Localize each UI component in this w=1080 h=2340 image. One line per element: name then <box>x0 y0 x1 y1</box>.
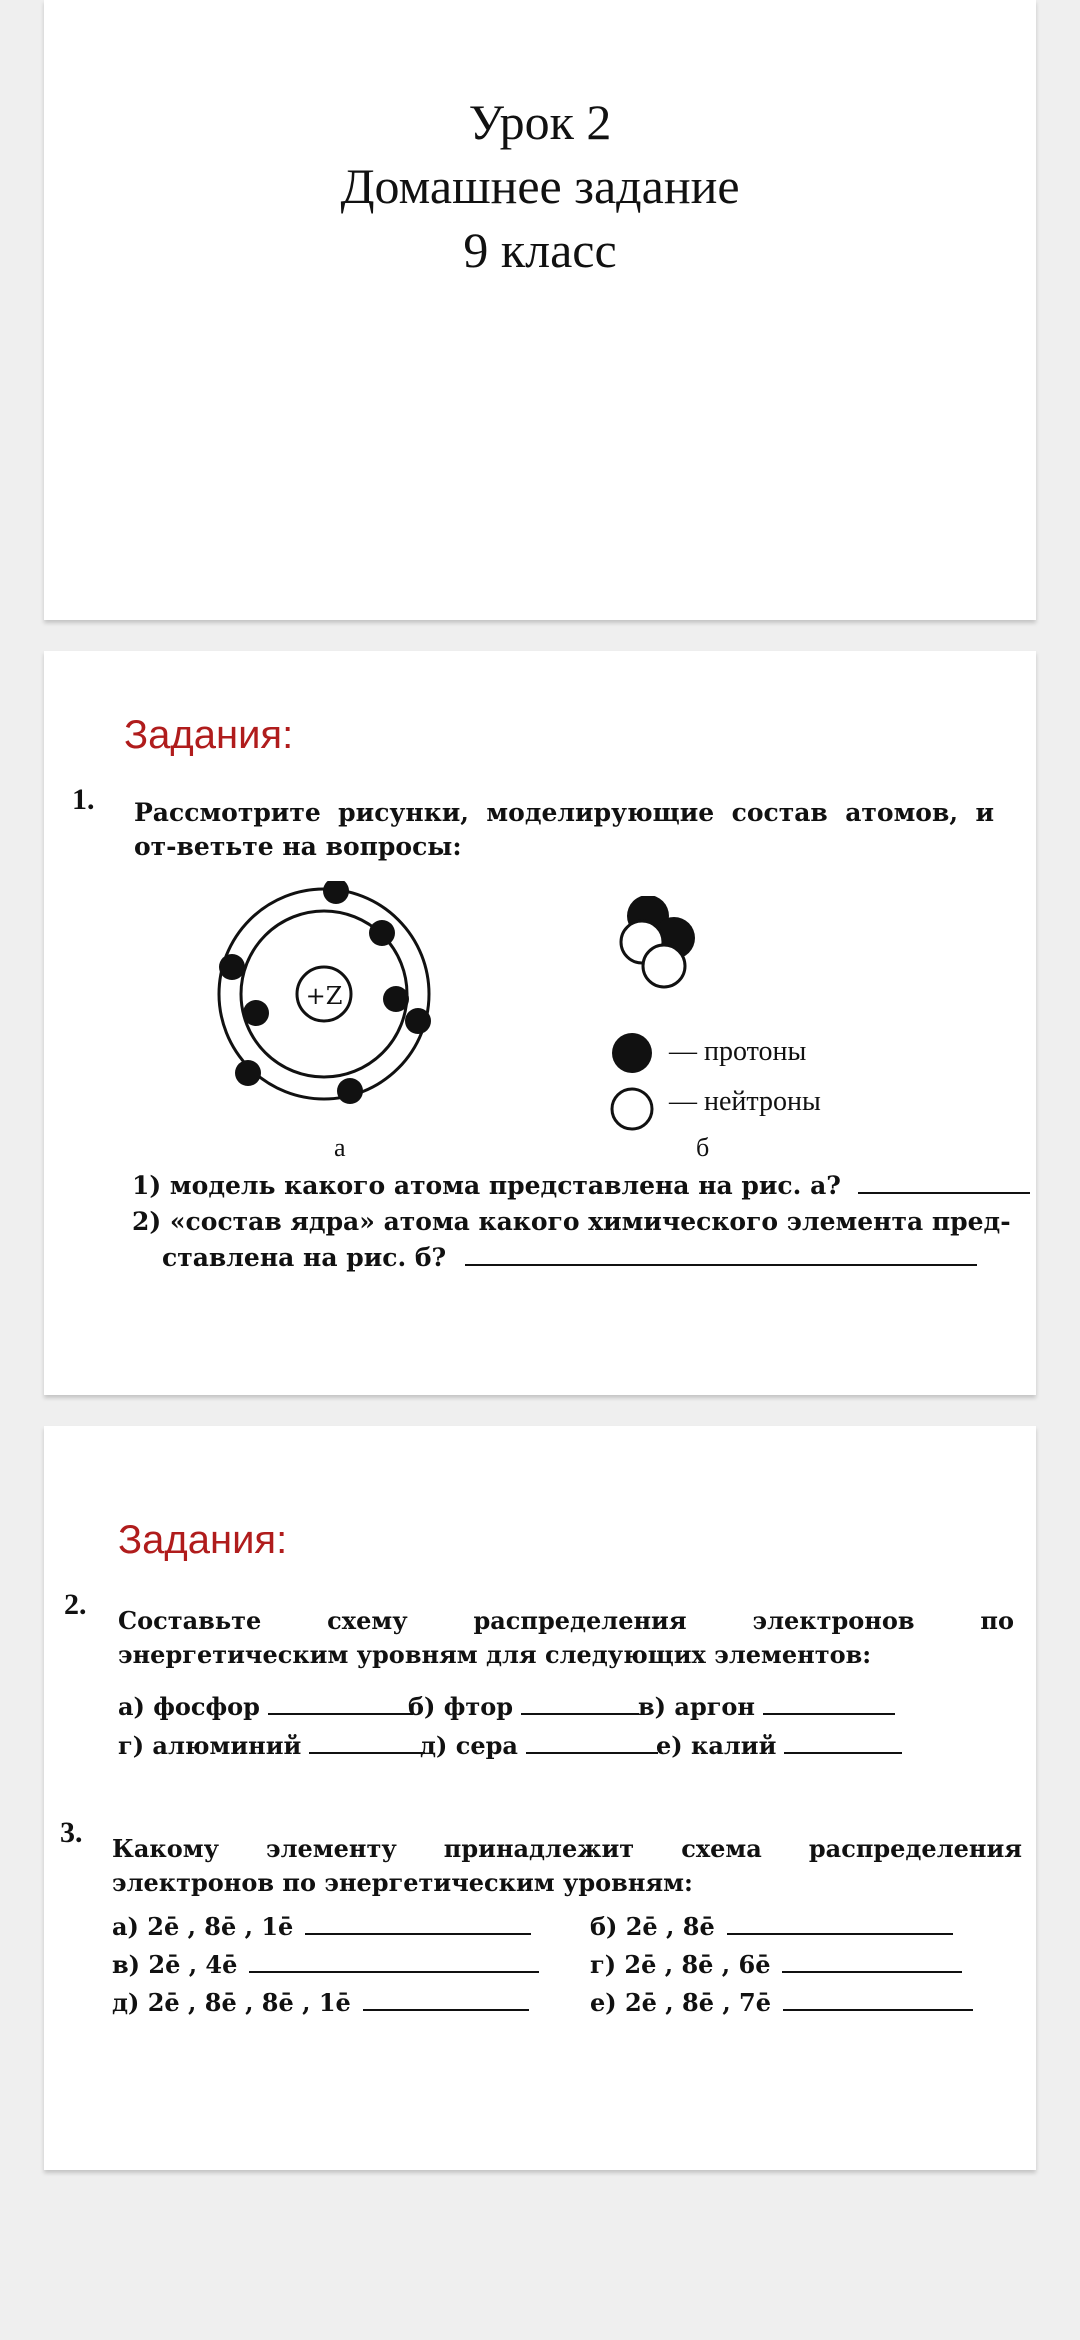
legend-neutrons: — нейтроны <box>669 1086 821 1117</box>
task-2-item-b: б) фтор <box>408 1692 639 1721</box>
task-3-item-c: в) 2ē , 4ē <box>112 1950 539 1979</box>
answer-line <box>305 1929 531 1935</box>
task-2-item-a: а) фосфор <box>118 1692 413 1721</box>
answer-line <box>526 1748 658 1754</box>
electron <box>369 920 395 946</box>
task-2-item-d: г) алюминий <box>118 1731 425 1760</box>
caption-b: б <box>696 1133 710 1162</box>
nucleus-label: +Z <box>305 982 343 1010</box>
task-2-text: Составьте схему распределения электронов по энергетическим уровням для следующих элементов: <box>118 1606 1014 1669</box>
proton-marker <box>612 1033 652 1073</box>
slide-tasks-2-3 <box>44 1426 1036 2170</box>
task-number: 1. <box>72 783 95 816</box>
answer-line <box>268 1709 413 1715</box>
task-3-item-e: д) 2ē , 8ē , 8ē , 1ē <box>112 1988 529 2017</box>
answer-line <box>465 1260 977 1266</box>
task-3-number: 3. <box>60 1816 83 1849</box>
electron <box>323 881 349 904</box>
nucleus-figure <box>604 896 744 996</box>
answer-line <box>784 1748 902 1754</box>
answer-line <box>521 1709 639 1715</box>
tasks-heading: Задания: <box>118 1518 288 1562</box>
neutron-marker <box>612 1089 652 1129</box>
electron <box>243 1000 269 1026</box>
answer-line <box>763 1709 895 1715</box>
answer-line <box>249 1967 539 1973</box>
slide-title <box>44 0 1036 620</box>
neutron <box>643 945 685 987</box>
lesson-title: Урок 2 <box>468 94 612 150</box>
slide-task-1 <box>44 651 1036 1395</box>
answer-line <box>363 2005 529 2011</box>
task-text: Рассмотрите рисунки, моделирующие состав атомов, и от-ветьте на вопросы: <box>134 798 994 861</box>
electron <box>383 986 409 1012</box>
task-3-item-d: г) 2ē , 8ē , 6ē <box>590 1950 962 1979</box>
task-2-item-e: д) сера <box>420 1731 658 1760</box>
electron <box>219 954 245 980</box>
task-2-number: 2. <box>64 1588 87 1621</box>
question-1: 1) модель какого атома представлена на рис. а? <box>132 1171 1030 1200</box>
answer-line <box>858 1188 1030 1194</box>
task-3-item-f: е) 2ē , 8ē , 7ē <box>590 1988 973 2017</box>
task-3-item-b: б) 2ē , 8ē <box>590 1912 953 1941</box>
homework-title: Домашнее задание <box>340 158 740 214</box>
electron <box>337 1078 363 1104</box>
legend-protons: — протоны <box>669 1036 807 1067</box>
answer-line <box>727 1929 953 1935</box>
tasks-heading: Задания: <box>124 713 294 757</box>
caption-a: а <box>334 1133 346 1162</box>
atom-model-figure <box>214 881 514 1111</box>
task-3-item-a: а) 2ē , 8ē , 1ē <box>112 1912 531 1941</box>
title-block <box>44 90 1036 282</box>
question-2-cont: ставлена на рис. б? <box>162 1243 977 1272</box>
grade-title: 9 класс <box>463 222 617 278</box>
task-2-item-f: е) калий <box>656 1731 902 1760</box>
answer-line <box>782 1967 962 1973</box>
answer-line <box>309 1748 425 1754</box>
question-2: 2) «состав ядра» атома какого химического элемента пред- <box>132 1207 1011 1236</box>
task-2-item-c: в) аргон <box>638 1692 895 1721</box>
task-3-text: Какому элементу принадлежит схема распределения электронов по энергетическим уровням: <box>112 1834 1022 1897</box>
legend-markers <box>610 1031 660 1136</box>
electron <box>235 1060 261 1086</box>
electron <box>405 1008 431 1034</box>
answer-line <box>783 2005 973 2011</box>
